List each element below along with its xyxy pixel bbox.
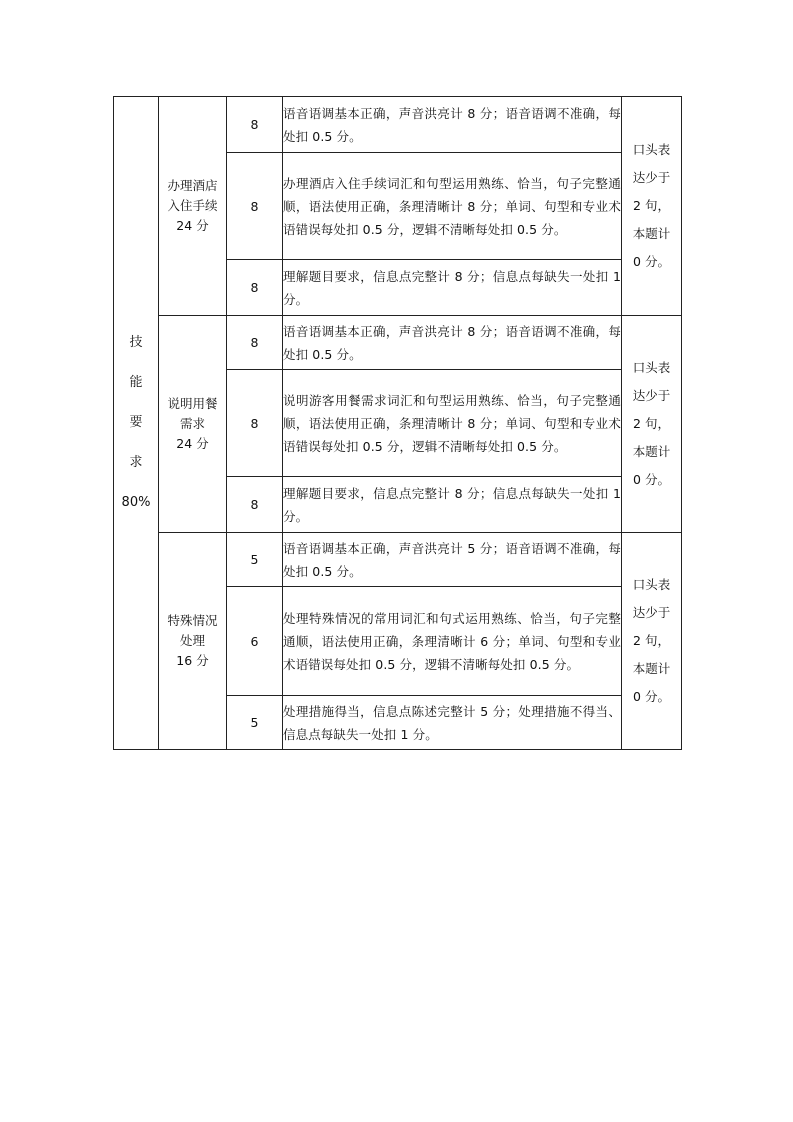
note-cell [622,533,682,750]
note-line: 达少于 [632,605,671,620]
item-cell [159,533,227,750]
score-cell: 8 [227,316,283,370]
score-cell: 8 [227,477,283,533]
note-line: 2 句， [633,416,670,431]
note-line: 2 句， [633,633,670,648]
criteria-cell: 处理措施得当，信息点陈述完整计 5 分；处理措施不得当、信息点每缺失一处扣 1 分。 [283,696,622,750]
score-cell: 8 [227,370,283,477]
score-cell: 8 [227,260,283,316]
note-line: 口头表 [632,360,671,375]
item-name: 办理酒店入住手续 [167,178,218,213]
category-char: 要 [129,415,143,430]
note-cell [622,316,682,533]
item-score: 24 分 [176,218,209,233]
note-line: 0 分。 [633,472,670,487]
category-char: 技 [129,335,143,350]
category-cell [114,97,159,750]
criteria-cell: 理解题目要求，信息点完整计 8 分；信息点每缺失一处扣 1 分。 [283,477,622,533]
item-cell [159,316,227,533]
item-name: 特殊情况处理 [167,613,218,648]
note-line: 本题计 [632,226,671,241]
table-row [114,97,682,153]
note-line: 口头表 [632,577,671,592]
score-cell: 8 [227,153,283,260]
criteria-cell: 语音语调基本正确，声音洪亮计 8 分；语音语调不准确，每处扣 0.5 分。 [283,97,622,153]
note-line: 0 分。 [633,689,670,704]
category-percent: 80% [121,495,151,510]
criteria-cell: 办理酒店入住手续词汇和句型运用熟练、恰当，句子完整通顺，语法使用正确，条理清晰计 8 分；单词、句型和专业术语错误每处扣 0.5 分，逻辑不清晰每处扣 0.5 分。 [283,153,622,260]
note-line: 本题计 [632,661,671,676]
item-score: 16 分 [176,653,209,668]
criteria-cell: 处理特殊情况的常用词汇和句式运用熟练、恰当，句子完整通顺，语法使用正确，条理清晰计 6 分；单词、句型和专业术语错误每处扣 0.5 分，逻辑不清晰每处扣 0.5 分。 [283,587,622,696]
item-cell [159,97,227,316]
score-cell: 6 [227,587,283,696]
scoring-table [113,96,682,750]
category-char: 能 [129,375,143,390]
item-name: 说明用餐需求 [167,396,218,431]
criteria-cell: 语音语调基本正确，声音洪亮计 8 分；语音语调不准确，每处扣 0.5 分。 [283,316,622,370]
table-row [114,316,682,370]
table-row [114,533,682,587]
note-line: 0 分。 [633,254,670,269]
note-cell [622,97,682,316]
note-line: 达少于 [632,388,671,403]
note-line: 本题计 [632,444,671,459]
criteria-cell: 语音语调基本正确，声音洪亮计 5 分；语音语调不准确，每处扣 0.5 分。 [283,533,622,587]
note-line: 口头表 [632,142,671,157]
score-cell: 8 [227,97,283,153]
score-cell: 5 [227,533,283,587]
category-char: 求 [129,455,143,470]
item-score: 24 分 [176,436,209,451]
score-cell: 5 [227,696,283,750]
criteria-cell: 说明游客用餐需求词汇和句型运用熟练、恰当，句子完整通顺，语法使用正确，条理清晰计 8 分；单词、句型和专业术语错误每处扣 0.5 分，逻辑不清晰每处扣 0.5 分。 [283,370,622,477]
note-line: 2 句， [633,198,670,213]
criteria-cell: 理解题目要求，信息点完整计 8 分；信息点每缺失一处扣 1 分。 [283,260,622,316]
note-line: 达少于 [632,170,671,185]
